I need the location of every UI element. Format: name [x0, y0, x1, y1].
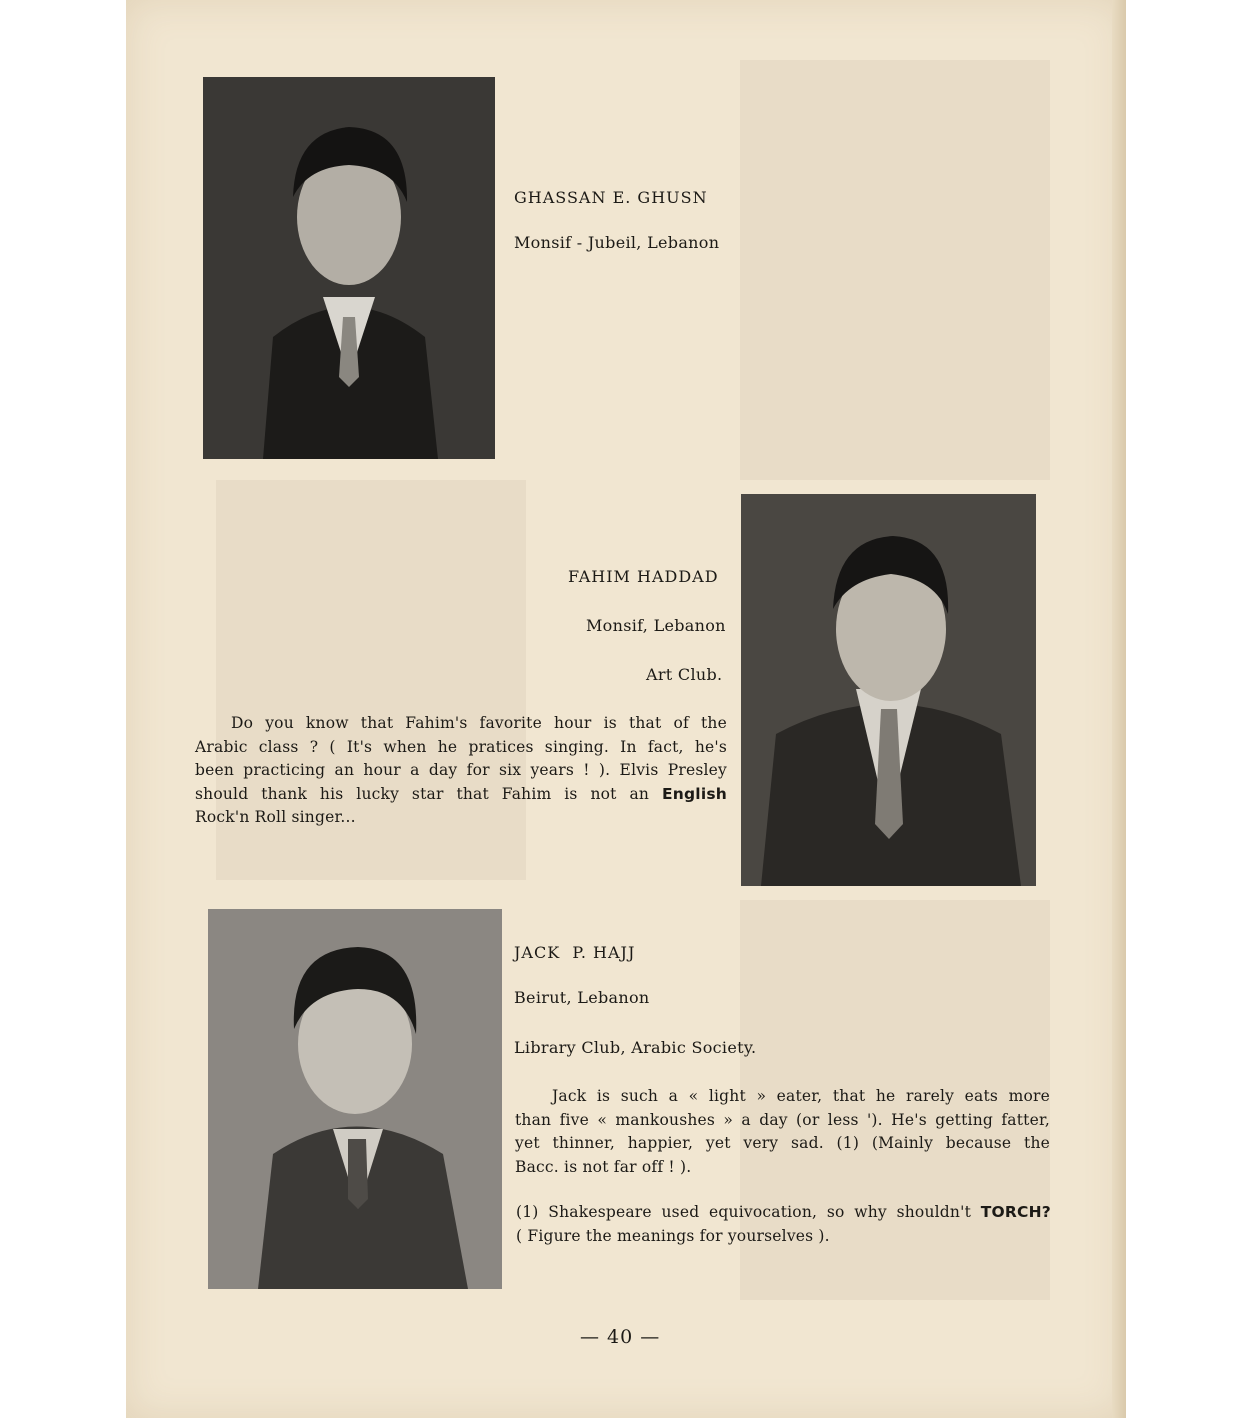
- student-origin: Monsif, Lebanon: [586, 616, 726, 635]
- footnote-line: ( Figure the meanings for yourselves ).: [516, 1226, 830, 1245]
- bio-line: Bacc. is not far off ! ).: [515, 1157, 692, 1176]
- bleed-through: [740, 60, 1050, 480]
- bio-line: Arabic class ? ( It's when he pratices singing. In fact, he's: [195, 737, 727, 756]
- student-clubs: Library Club, Arabic Society.: [514, 1038, 757, 1057]
- page-edge: [1112, 0, 1126, 1418]
- footnote: [516, 1201, 1051, 1248]
- bio-line-text: should thank his lucky star that Fahim is not an: [195, 784, 650, 803]
- student-bio: [515, 1085, 1050, 1179]
- bio-line: been practicing an hour a day for six years ! ). Elvis Presley: [195, 761, 727, 779]
- footnote-line: [516, 1201, 1051, 1225]
- footnote-question: ?: [1041, 1203, 1051, 1221]
- bio-line: Jack is such a « light » eater, that he rarely eats more: [552, 1087, 1050, 1105]
- bio-bold-word: English: [661, 784, 727, 803]
- bio-line: than five « mankoushes » a day (or less '). He's getting fatter,: [515, 1110, 1050, 1129]
- student-origin: Beirut, Lebanon: [514, 988, 650, 1007]
- page-number: — 40 —: [580, 1326, 661, 1348]
- portrait-photo-haddad: [741, 494, 1036, 886]
- portrait-photo-ghusn: [203, 77, 495, 459]
- footnote-bold: TORCH: [980, 1203, 1042, 1221]
- portrait-photo-hajj: [208, 909, 502, 1289]
- bio-line: Rock'n Roll singer...: [195, 808, 356, 826]
- student-name: GHASSAN E. GHUSN: [514, 188, 708, 207]
- bio-line: Do you know that Fahim's favorite hour is that of the: [231, 714, 727, 732]
- student-origin: Monsif - Jubeil, Lebanon: [514, 233, 720, 252]
- bio-line: yet thinner, happier, yet very sad. (1) (Mainly because the: [515, 1134, 1050, 1152]
- student-clubs: Art Club.: [646, 665, 723, 684]
- student-name: FAHIM HADDAD: [568, 567, 719, 586]
- bio-line: [195, 783, 727, 807]
- footnote-text: (1) Shakespeare used equivocation, so why shouldn't: [516, 1203, 972, 1221]
- student-name: JACK P. HAJJ: [514, 943, 636, 962]
- student-bio: [195, 712, 727, 830]
